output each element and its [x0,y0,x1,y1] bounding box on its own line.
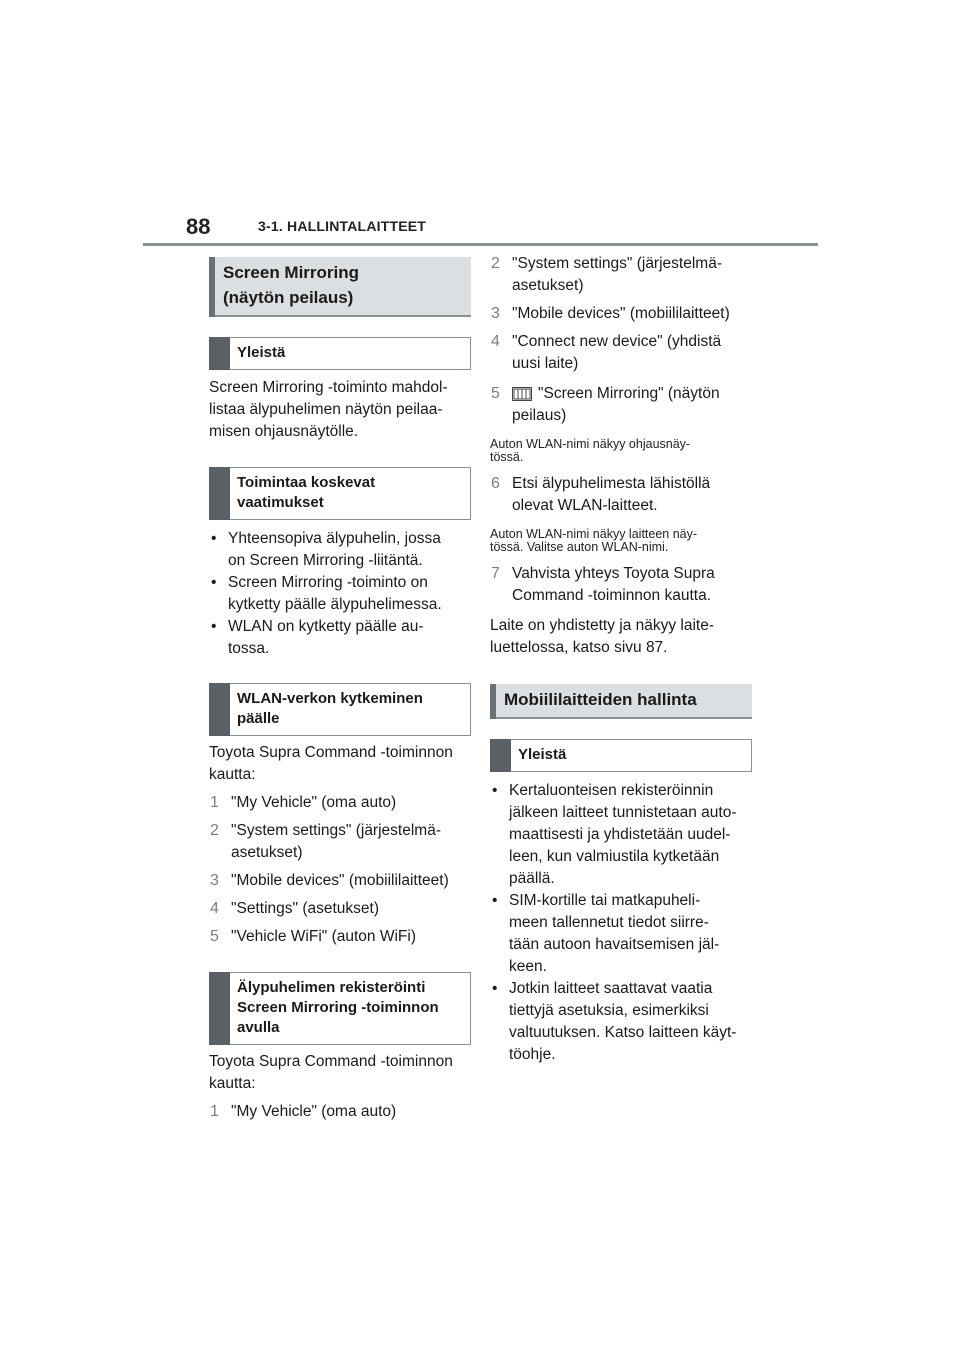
chapter-title: 3-1. HALLINTALAITTEET [258,218,427,234]
left-column [209,0,471,1123]
register-step-2 [490,253,752,297]
screen-mirroring-icon [512,387,532,401]
step-number: 1 [210,794,219,811]
step-text: "My Vehicle" (oma auto) [231,794,397,811]
subheading-general-right: Yleistä [490,739,752,772]
list-item: • Yhteensopiva älypuhelin, jossa on Screen Mirroring -liitäntä. [209,528,471,572]
step-text: Vahvista yhteys Toyota Supra Command -toiminnon kautta. [512,565,715,604]
step-text: "Mobile devices" (mobiililaitteet) [231,872,449,889]
step-text: "Settings" (asetukset) [231,900,379,917]
step-number: 4 [491,333,500,350]
subheading-general: Yleistä [209,337,471,370]
wlan-step-2 [209,820,471,864]
step-text: "Vehicle WiFi" (auton WiFi) [231,928,416,945]
general-text: Screen Mirroring -toiminto mahdol- listaa älypuhelimen näytön peilaa- misen ohjausnäytölle. [209,379,448,440]
list-item: • SIM-kortille tai matkapuheli- meen tallennetut tiedot siirre- tään autoon havaitsemisen jäl- keen. [490,890,752,978]
step-number: 3 [210,872,219,889]
wlan-intro: Toyota Supra Command -toiminnon kautta: [209,744,453,783]
step-text: "System settings" (järjestelmä- asetukset) [231,822,441,861]
step-text: "Connect new device" (yhdistä uusi laite) [512,333,722,372]
subheading-requirements: Toimintaa koskevat vaatimukset [209,467,471,520]
step-text: "My Vehicle" (oma auto) [231,1103,397,1120]
subheading-register: Älypuhelimen rekisteröinti Screen Mirroring -toiminnon avulla [209,972,471,1045]
step-number: 5 [210,928,219,945]
register-intro: Toyota Supra Command -toiminnon kautta: [209,1053,453,1092]
requirements-list [209,528,471,660]
step-number: 2 [491,255,500,272]
section-heading-mobile-devices: Mobiililaitteiden hallinta [490,684,752,719]
step-text: "Screen Mirroring" (näytön peilaus) [512,385,720,424]
right-column [490,0,752,1066]
list-item: • Jotkin laitteet saattavat vaatia tiettyjä asetuksia, esimerkiksi valtuutuksen. Katso laitteen käyt- töohje. [490,978,752,1066]
register-step-7 [490,563,752,607]
note-wlan-name-display: Auton WLAN-nimi näkyy ohjausnäy- tössä. [490,437,691,464]
step-number: 4 [210,900,219,917]
section-heading-screen-mirroring: Screen Mirroring (näytön peilaus) [209,257,471,317]
step-text: "Mobile devices" (mobiililaitteet) [512,305,730,322]
step-number: 1 [210,1103,219,1120]
mobile-devices-list [490,780,752,1066]
wlan-step-3 [209,870,471,892]
step-number: 7 [491,565,500,582]
note-select-wlan: Auton WLAN-nimi näkyy laitteen näy- tössä. Valitse auton WLAN-nimi. [490,527,698,554]
page-number: 88 [186,214,211,239]
wlan-step-4 [209,898,471,920]
register-step-4 [490,331,752,375]
wlan-step-1 [209,792,471,814]
step-text: "System settings" (järjestelmä- asetukset) [512,255,722,294]
step-text: Etsi älypuhelimesta lähistöllä olevat WLAN-laitteet. [512,475,711,514]
wlan-step-5 [209,926,471,948]
list-item: • Kertaluonteisen rekisteröinnin jälkeen laitteet tunnistetaan auto- maattisesti ja yhdistetään uudel- leen, kun valmiustila kytketään päällä. [490,780,752,890]
connected-text: Laite on yhdistetty ja näkyy laite- luettelossa, katso sivu 87. [490,617,715,656]
step-number: 2 [210,822,219,839]
subheading-wlan: WLAN-verkon kytkeminen päälle [209,683,471,736]
list-item: • WLAN on kytketty päälle au- tossa. [209,616,471,660]
step-number: 5 [491,385,500,402]
register-step-3 [490,303,752,325]
register-step-5 [490,383,752,427]
list-item: • Screen Mirroring -toiminto on kytketty päälle älypuhelimessa. [209,572,471,616]
register-step-1 [209,1101,471,1123]
step-number: 6 [491,475,500,492]
step-number: 3 [491,305,500,322]
register-step-6 [490,473,752,517]
